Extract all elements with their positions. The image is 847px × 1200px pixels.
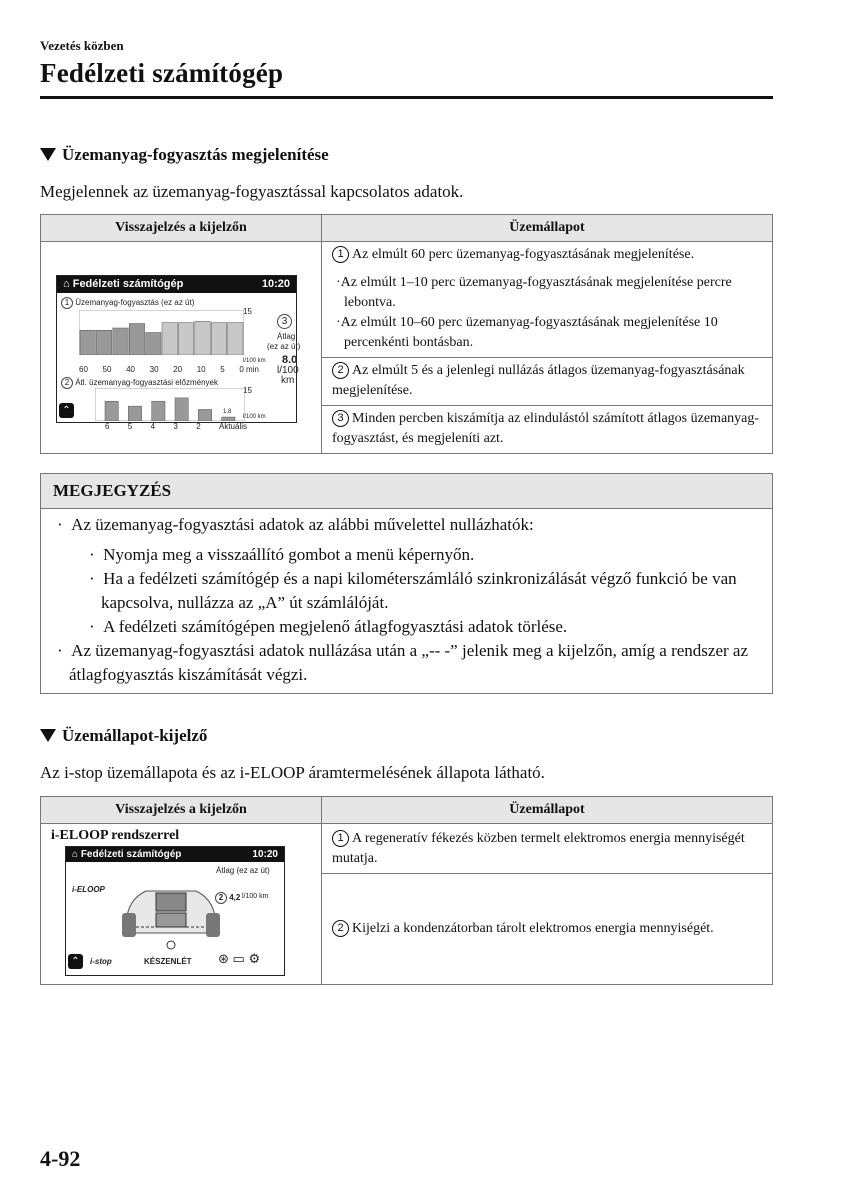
title-rule [40,96,773,99]
axis-tick-label: 5 [220,365,225,374]
marker-2b: 2 4,2 [215,892,240,904]
note-sub-3: · A fedélzeti számítógépen megjelenő átlagfogyasztási adatok törlése. [89,617,568,636]
battery-icon: ▭ [232,951,245,966]
note-line-1: · Az üzemanyag-fogyasztási adatok az alábbi művelettel nullázhatók: [57,515,534,534]
axis-tick-label: 2 [196,422,201,431]
minute-axis [79,365,259,374]
unit-2: l/100 km [243,414,266,420]
screen-titlebar [57,276,296,293]
avg-label-2: Átlag (ez az út) [216,866,270,875]
axis-tick-label: 60 [79,365,88,374]
screen-title: Fedélzeti számítógép [72,278,184,290]
avg-sub: (ez az út) [267,342,301,351]
home-icon: ⌂ [72,849,79,860]
circled-1-icon: 1 [332,246,349,263]
chart-bar [175,398,188,421]
chart-bar [198,409,211,421]
row1-bullet-1: ·Az elmúlt 1–10 perc üzemanyag-fogyasztásának megjelenítése percre lebontva. [336,275,732,310]
avg-value: 8.0 [282,354,298,366]
screen-time: 10:20 [261,278,290,290]
avg-unit-b: km [281,375,295,386]
status-heading: Üzemállapot-kijelző [40,726,207,746]
screen-titlebar-2 [66,847,284,862]
fuel-intro: Megjelennek az üzemanyag-fogyasztással kapcsolatos adatok. [40,182,464,201]
axis-tick-label: 6 [105,422,110,431]
triangle-down-icon [40,729,56,742]
circled-2-icon: 2 [332,920,349,937]
chart-bar [178,323,193,355]
chart-bar [195,321,210,355]
fuel-state-row-2: 2 Az elmúlt 5 és a jelenlegi nullázás átlagos üzemanyag-fogyasztásának megjelenítése. [322,358,773,406]
fuel-heading: Üzemanyag-fogyasztás megjelenítése [40,145,329,165]
axis-tick-label: 30 [149,365,159,374]
axis-tick-label: 4 [150,422,156,431]
axis-tick-label: 0 min [239,365,259,374]
triangle-down-icon [40,148,56,161]
axis-tick-label: 5 [127,422,133,431]
home-icon: ⌂ [63,278,70,290]
minute-chart [79,310,244,355]
status-col-display: Visszajelzés a kijelzőn [41,797,322,824]
chart-bar [152,401,165,421]
circled-1-icon: 1 [332,830,349,847]
page-title: Fedélzeti számítógép [40,58,284,88]
chart-bar [211,323,226,355]
axis-tick-label: 40 [126,365,135,374]
fuel-state-row-3: 3 Minden percben kiszámítja az elindulástól számított átlagos üzemanyag-fogyasztást, és megjeleníti azt. [322,406,773,454]
history-axis [105,422,247,431]
chevron-up-icon: ⌃ [71,956,80,967]
marker-1: 1 Üzemanyag-fogyasztás (ez az út) [61,297,194,309]
chart-bar [146,333,161,356]
scale-top: 15 [243,307,252,316]
note-sub-1: · Nyomja meg a visszaállító gombot a menü képernyőn. [89,545,475,564]
fuel-col-display: Visszajelzés a kijelzőn [41,215,322,242]
axis-tick-label: 10 [196,365,206,374]
chart-bar [129,324,144,356]
axis-tick-label: Aktuális [218,422,247,431]
back-button-2[interactable] [68,954,83,969]
chart-bar [228,323,243,355]
axis-tick-label: 20 [173,365,183,374]
note-box [40,473,773,694]
small-val: 1.8 [223,409,232,415]
note-sub-2: · Ha a fedélzeti számítógép és a napi kilométerszámláló szinkronizálását végző funkció be van kapcsolva, nullázza az „A” út számlálóját. [89,569,737,612]
status-table [40,796,773,985]
avg-unit-a: l/100 [277,365,299,376]
chart-bar [105,401,118,421]
fuel-display-cell [41,242,322,454]
steering-icon: ⊛ [218,951,229,966]
car-diagram [116,871,226,951]
history-chart [95,388,245,421]
status-state-row-2: 2 Kijelzi a kondenzátorban tárolt elektromos energia mennyiségét. [322,874,773,985]
unit-1: l/100 km [243,358,266,364]
section-label: Vezetés közben [40,38,124,53]
row1-bullet-2: ·Az elmúlt 10–60 perc üzemanyag-fogyasztásának megjelenítése 10 percenkénti bontásban. [336,315,718,350]
chart-bar [113,328,128,355]
chart-bar [128,406,141,421]
system-label: i-ELOOP rendszerrel [51,828,180,843]
note-line-2: · Az üzemanyag-fogyasztási adatok nullázása után a „-- -” jelenik meg a kijelzőn, amíg a rendszer az átlagfogyasztás kiszámítását végzi. [57,641,749,684]
chart-bar [222,417,235,421]
axis-tick-label: 50 [102,365,112,374]
fuel-col-state: Üzemállapot [322,215,773,242]
fuel-table [40,214,773,454]
screen-time-2: 10:20 [252,849,278,860]
circled-2-icon: 2 [332,362,349,379]
status-screen [65,846,285,976]
row1-main: 1 Az elmúlt 60 perc üzemanyag-fogyasztásának megjelenítése. [332,245,766,265]
gear-icon: ⚙ [248,951,261,966]
circled-3-icon: 3 [332,410,349,427]
istop-label: i-stop [90,957,112,966]
status-display-cell [41,824,322,985]
note-title: MEGJEGYZÉS [41,474,772,509]
page-number: 4-92 [40,1146,81,1171]
status-intro: Az i-stop üzemállapota és az i-ELOOP áramtermelésének állapota látható. [40,763,545,782]
status-state-row-1: 1 A regeneratív fékezés közben termelt elektromos energia mennyiségét mutatja. [322,824,773,874]
marker-2: 2 Átl. üzemanyag-fogyasztási előzmények [61,377,218,389]
fuel-screen [56,275,301,431]
screen-title-2: Fedélzeti számítógép [80,849,182,860]
scale-top-2: 15 [243,386,252,395]
status-icons [218,951,260,967]
chart-bar [80,330,95,355]
unit-status: l/100 km [242,893,269,900]
fuel-state-row-1 [322,242,773,358]
chevron-up-icon: ⌃ [62,405,71,416]
chart-bar [162,323,177,355]
axis-tick-label: 3 [173,422,178,431]
back-button[interactable] [59,403,74,418]
avg-label: Átlag [277,332,296,341]
chart-bar [96,330,111,355]
ready-label: KÉSZENLÉT [144,957,192,966]
status-col-state: Üzemállapot [322,797,773,824]
marker-3: 3 [277,314,292,329]
eloop-label: i-ELOOP [72,885,105,894]
